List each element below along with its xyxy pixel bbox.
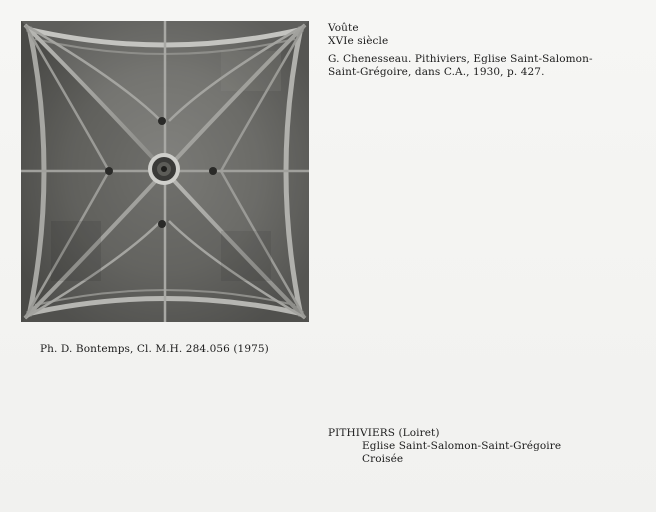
caption-century: XVIe siècle [328, 35, 389, 47]
photo-credit: Ph. D. Bontemps, Cl. M.H. 284.056 (1975) [40, 343, 269, 355]
caption-reference-line-1: G. Chenesseau. Pithiviers, Eglise Saint-Salomon- [328, 53, 593, 65]
caption-reference-line-2: Saint-Grégoire, dans C.A., 1930, p. 427. [328, 66, 545, 78]
location-church: Eglise Saint-Salomon-Saint-Grégoire [362, 440, 562, 452]
location-town: PITHIVIERS (Loiret) [328, 427, 440, 439]
vault-illustration [21, 21, 309, 322]
caption-title: Voûte [328, 22, 359, 34]
location-part: Croisée [362, 453, 404, 465]
vault-photo [21, 21, 309, 322]
